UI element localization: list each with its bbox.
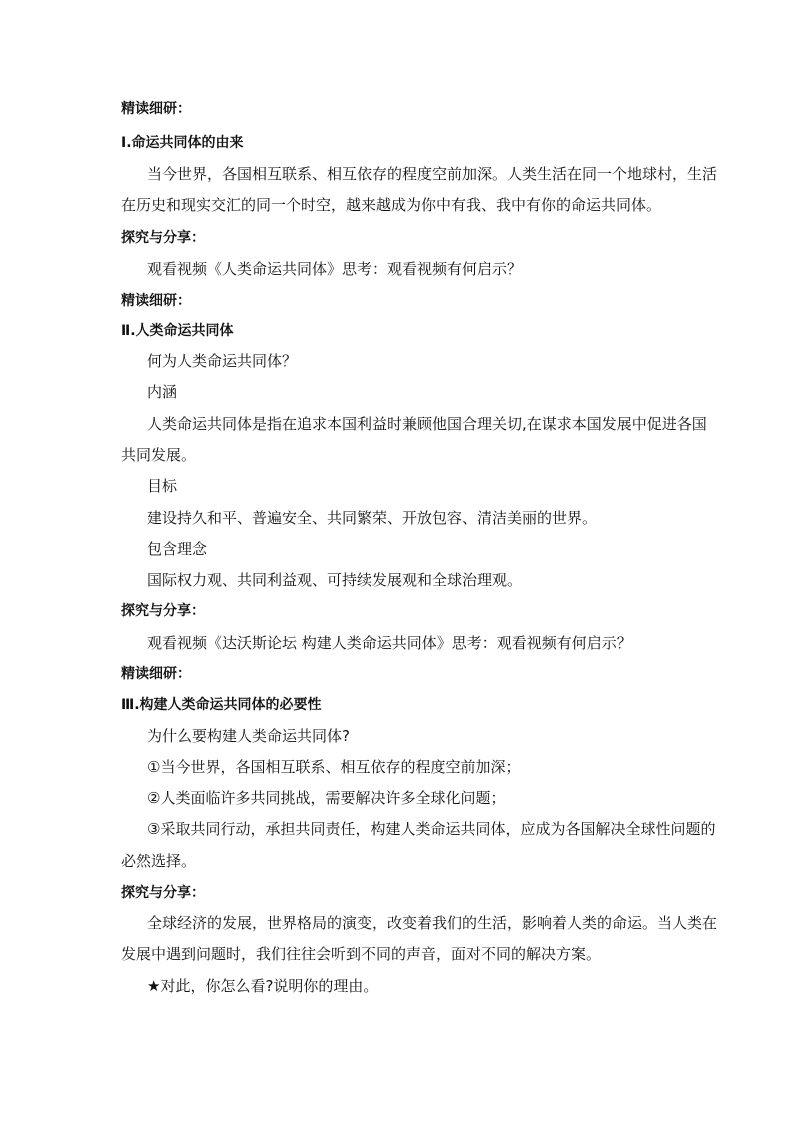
explore-text: 观看视频《达沃斯论坛 构建人类命运共同体》思考：观看视频有何启示？ (147, 634, 632, 652)
explore-text: 观看视频《人类命运共同体》思考：观看视频有何启示？ (147, 260, 523, 278)
list-item: ②人类面临许多共同挑战，需要解决许多全球化问题； (147, 789, 506, 807)
section-heading: 精读细研： (121, 101, 191, 117)
section-title: Ⅰ.命运共同体的由来 (121, 135, 244, 151)
paragraph-line: 发展中遇到问题时，我们往往会听到不同的声音，面对不同的解决方案。 (121, 945, 602, 963)
explore-heading: 探究与分享： (121, 885, 205, 901)
list-item: ①当今世界，各国相互联系、相互依存的程度空前加深； (147, 758, 521, 776)
section-heading: 精读细研： (121, 666, 191, 682)
paragraph-line: 当今世界，各国相互联系、相互依存的程度空前加深。人类生活在同一个地球村，生活 (147, 165, 718, 183)
subheading: 目标 (147, 477, 178, 495)
task-text: ★对此，你怎么看?说明你的理由。 (147, 977, 379, 995)
list-item: ③采取共同行动，承担共同责任，构建人类命运共同体，应成为各国解决全球性问题的 (147, 820, 716, 838)
subheading: 内涵 (147, 383, 178, 401)
question-text: 为什么要构建人类命运共同体? (147, 727, 350, 745)
paragraph-line: 人类命运共同体是指在追求本国利益时兼顾他国合理关切,在谋求本国发展中促进各国 (147, 415, 707, 433)
subheading: 包含理念 (147, 540, 208, 558)
paragraph-line: 建设持久和平、普遍安全、共同繁荣、开放包容、清洁美丽的世界。 (147, 509, 598, 527)
section-heading: 精读细研： (121, 293, 191, 309)
paragraph-line: 全球经济的发展，世界格局的演变，改变着我们的生活，影响着人类的命运。当人类在 (147, 914, 718, 932)
explore-heading: 探究与分享： (121, 230, 205, 246)
paragraph-line: 共同发展。 (121, 446, 197, 464)
question-text: 何为人类命运共同体？ (147, 352, 298, 370)
section-title: Ⅲ.构建人类命运共同体的必要性 (121, 697, 322, 713)
list-item-continuation: 必然选择。 (121, 852, 197, 870)
explore-heading: 探究与分享： (121, 603, 205, 619)
section-title: Ⅱ.人类命运共同体 (121, 323, 234, 339)
paragraph-line: 国际权力观、共同利益观、可持续发展观和全球治理观。 (147, 571, 523, 589)
paragraph-line: 在历史和现实交汇的同一个时空，越来越成为你中有我、我中有你的命运共同体。 (121, 196, 662, 214)
